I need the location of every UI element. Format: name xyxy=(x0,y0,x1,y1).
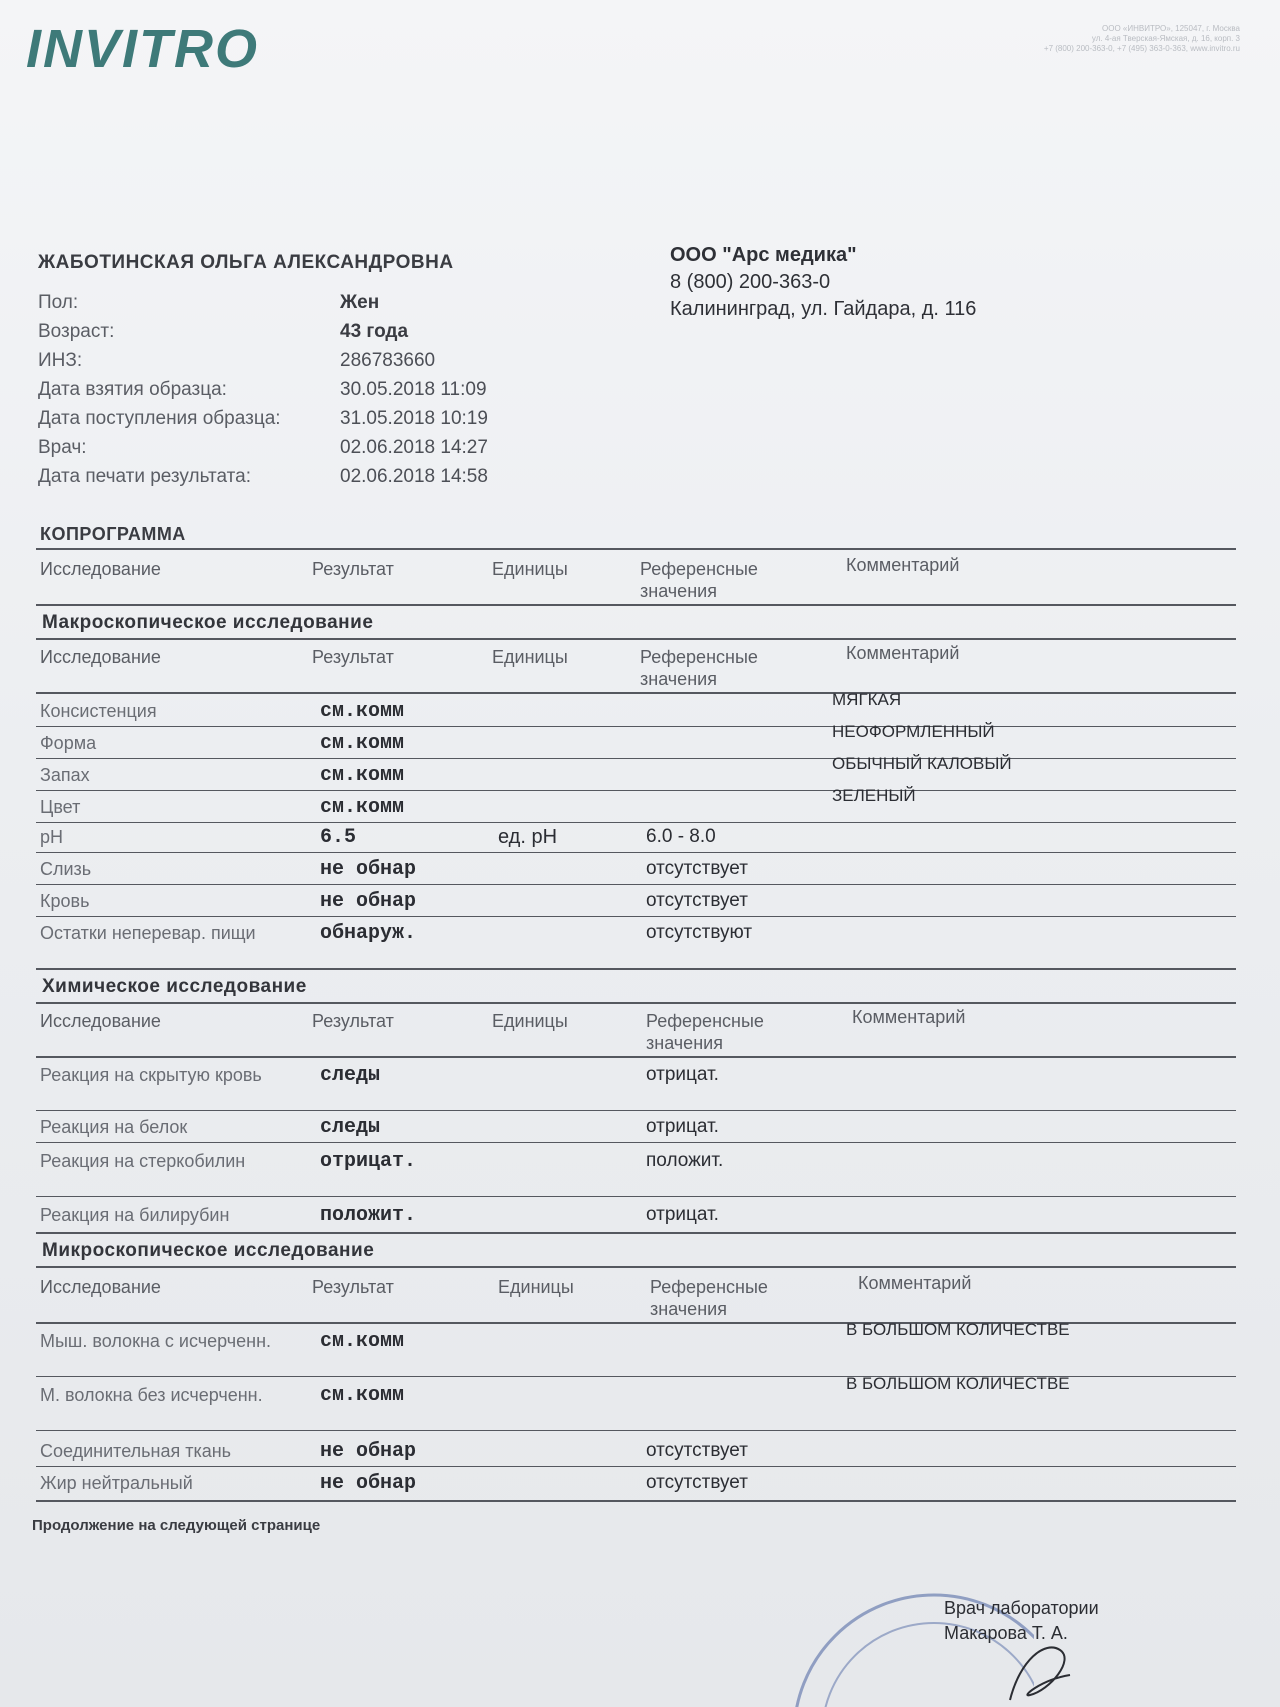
row-result: обнаруж. xyxy=(320,922,417,945)
col-comment: Комментарий xyxy=(846,555,960,575)
column-header xyxy=(40,1273,1240,1322)
row-reference: 6.0 - 8.0 xyxy=(646,826,716,847)
row-result: отрицат. xyxy=(320,1150,417,1173)
divider xyxy=(36,968,1236,970)
row-reference: отрицат. xyxy=(646,1064,719,1085)
patient-field-label: Пол: xyxy=(38,292,79,313)
patient-name: ЖАБОТИНСКАЯ ОЛЬГА АЛЕКСАНДРОВНА xyxy=(38,252,454,273)
patient-field-value: 02.06.2018 14:58 xyxy=(340,466,488,487)
col-units: Единицы xyxy=(492,1011,568,1031)
divider xyxy=(36,1142,1236,1143)
col-reference: Референсные значения xyxy=(640,559,758,601)
row-test: Запах xyxy=(40,765,90,785)
patient-field-value: 31.05.2018 10:19 xyxy=(340,408,488,429)
doctor-name: Макарова Т. А. xyxy=(944,1623,1068,1643)
col-test: Исследование xyxy=(40,1277,161,1297)
row-comment: В БОЛЬШОМ КОЛИЧЕСТВЕ xyxy=(846,1320,1070,1339)
col-reference: Референсные значения xyxy=(650,1277,768,1319)
lab-address xyxy=(910,24,1240,54)
row-test: Кровь xyxy=(40,891,90,911)
row-comment: В БОЛЬШОМ КОЛИЧЕСТВЕ xyxy=(846,1374,1070,1393)
patient-field-label: Врач: xyxy=(38,437,87,458)
col-result: Результат xyxy=(312,1011,394,1031)
col-test: Исследование xyxy=(40,1011,161,1031)
patient-field-value: 30.05.2018 11:09 xyxy=(340,379,487,400)
doctor-block xyxy=(944,1596,1099,1646)
col-comment: Комментарий xyxy=(852,1007,966,1027)
divider xyxy=(36,604,1236,606)
divider xyxy=(36,822,1236,823)
row-test: Жир нейтральный xyxy=(40,1473,193,1493)
row-result: см.комм xyxy=(320,700,405,723)
col-units: Единицы xyxy=(492,559,568,579)
patient-field-label: Дата взятия образца: xyxy=(38,379,227,400)
row-test: Реакция на стеркобилин xyxy=(40,1151,246,1171)
row-test: Мыш. волокна с исчерченн. xyxy=(40,1331,272,1351)
clinic-address: Калининград, ул. Гайдара, д. 116 xyxy=(670,298,977,320)
report-title: КОПРОГРАММА xyxy=(40,524,186,544)
lab-address-line: ООО «ИНВИТРО», 125047, г. Москва xyxy=(1102,24,1240,33)
divider xyxy=(36,758,1236,759)
doctor-title: Врач лаборатории xyxy=(944,1598,1099,1618)
divider xyxy=(36,548,1236,550)
row-result: см.комм xyxy=(320,764,405,787)
row-result: см.комм xyxy=(320,796,405,819)
row-result: не обнар xyxy=(320,890,417,913)
row-test: Цвет xyxy=(40,797,81,817)
patient-field xyxy=(38,292,638,321)
patient-field-value: 286783660 xyxy=(340,350,436,371)
row-reference: отсутствует xyxy=(646,1472,748,1493)
patient-info xyxy=(38,292,638,495)
row-test: Реакция на белок xyxy=(40,1117,188,1137)
clinic-phone: 8 (800) 200-363-0 xyxy=(670,271,831,293)
column-header xyxy=(40,555,1240,604)
row-comment: ОБЫЧНЫЙ КАЛОВЫЙ xyxy=(832,754,1012,773)
patient-field-value: Жен xyxy=(340,292,380,313)
continuation-note: Продолжение на следующей странице xyxy=(32,1517,321,1534)
divider xyxy=(36,884,1236,885)
column-header xyxy=(40,1007,1240,1056)
divider xyxy=(36,1430,1236,1431)
patient-field xyxy=(38,466,638,495)
clinic-name: ООО "Арс медика" xyxy=(670,244,857,266)
row-reference: отсутствует xyxy=(646,858,748,879)
patient-field-label: Дата печати результата: xyxy=(38,466,251,487)
row-reference: отрицат. xyxy=(646,1204,719,1225)
row-result: не обнар xyxy=(320,1440,417,1463)
row-test: Форма xyxy=(40,733,97,753)
row-test: Соединительная ткань xyxy=(40,1441,232,1461)
divider xyxy=(36,1002,1236,1004)
row-test: Реакция на билирубин xyxy=(40,1205,230,1225)
doctor-signature xyxy=(1000,1640,1080,1707)
divider xyxy=(36,852,1236,853)
divider xyxy=(36,638,1236,640)
row-test: Остатки неперевар. пищи xyxy=(40,923,256,943)
row-result: не обнар xyxy=(320,858,417,881)
divider xyxy=(36,692,1236,694)
col-units: Единицы xyxy=(492,647,568,667)
row-reference: положит. xyxy=(646,1150,724,1171)
clinic-info xyxy=(670,242,976,323)
divider xyxy=(36,916,1236,917)
divider xyxy=(36,1056,1236,1058)
divider xyxy=(36,1232,1236,1234)
row-result: положит. xyxy=(320,1204,417,1227)
row-reference: отрицат. xyxy=(646,1116,719,1137)
col-result: Результат xyxy=(312,647,394,667)
col-comment: Комментарий xyxy=(846,643,960,663)
row-result: см.комм xyxy=(320,1330,405,1353)
col-test: Исследование xyxy=(40,559,161,579)
lab-address-line: ул. 4-ая Тверская-Ямская, д. 16, корп. 3 xyxy=(1091,34,1240,43)
section-title: Макроскопическое исследование xyxy=(42,612,374,633)
patient-field-label: Возраст: xyxy=(38,321,115,342)
row-test: М. волокна без исчерченн. xyxy=(40,1385,263,1405)
row-result: см.комм xyxy=(320,1384,405,1407)
patient-field xyxy=(38,408,638,437)
section-title: Микроскопическое исследование xyxy=(42,1240,375,1261)
col-units: Единицы xyxy=(498,1277,574,1297)
patient-field-label: Дата поступления образца: xyxy=(38,408,281,429)
divider xyxy=(36,1196,1236,1197)
divider xyxy=(36,1110,1236,1111)
divider xyxy=(36,1266,1236,1268)
col-test: Исследование xyxy=(40,647,161,667)
patient-field-value: 43 года xyxy=(340,321,409,342)
col-reference: Референсные значения xyxy=(646,1011,764,1053)
col-result: Результат xyxy=(312,1277,394,1297)
row-result: см.комм xyxy=(320,732,405,755)
row-test: Слизь xyxy=(40,859,92,879)
row-reference: отсутствует xyxy=(646,890,748,911)
divider xyxy=(36,790,1236,791)
patient-field xyxy=(38,437,638,466)
patient-field xyxy=(38,321,638,350)
col-result: Результат xyxy=(312,559,394,579)
column-header xyxy=(40,643,1240,692)
col-comment: Комментарий xyxy=(858,1273,972,1293)
patient-field xyxy=(38,379,638,408)
lab-address-line: +7 (800) 200-363-0, +7 (495) 363-0-363, www.invitro.ru xyxy=(1043,44,1240,53)
row-comment: ЗЕЛЕНЫЙ xyxy=(832,786,916,805)
row-result: не обнар xyxy=(320,1472,417,1495)
row-result: следы xyxy=(320,1116,381,1139)
row-comment: НЕОФОРМЛЕННЫЙ xyxy=(832,722,995,741)
row-test: Консистенция xyxy=(40,701,157,721)
patient-field xyxy=(38,350,638,379)
patient-field-label: ИНЗ: xyxy=(38,350,83,371)
divider xyxy=(36,1500,1236,1502)
row-test: pH xyxy=(40,827,64,847)
row-reference: отсутствуют xyxy=(646,922,753,943)
row-reference: отсутствует xyxy=(646,1440,748,1461)
row-test: Реакция на скрытую кровь xyxy=(40,1065,262,1085)
col-reference: Референсные значения xyxy=(640,647,758,689)
divider xyxy=(36,1466,1236,1467)
patient-field-value: 02.06.2018 14:27 xyxy=(340,437,488,458)
divider xyxy=(36,726,1236,727)
invitro-logo: INVITRO xyxy=(26,19,260,79)
row-comment: МЯГКАЯ xyxy=(832,690,902,709)
row-result: следы xyxy=(320,1064,381,1087)
row-result: 6.5 xyxy=(320,826,357,849)
section-title: Химическое исследование xyxy=(42,976,307,997)
row-units: ед. pH xyxy=(498,826,558,848)
